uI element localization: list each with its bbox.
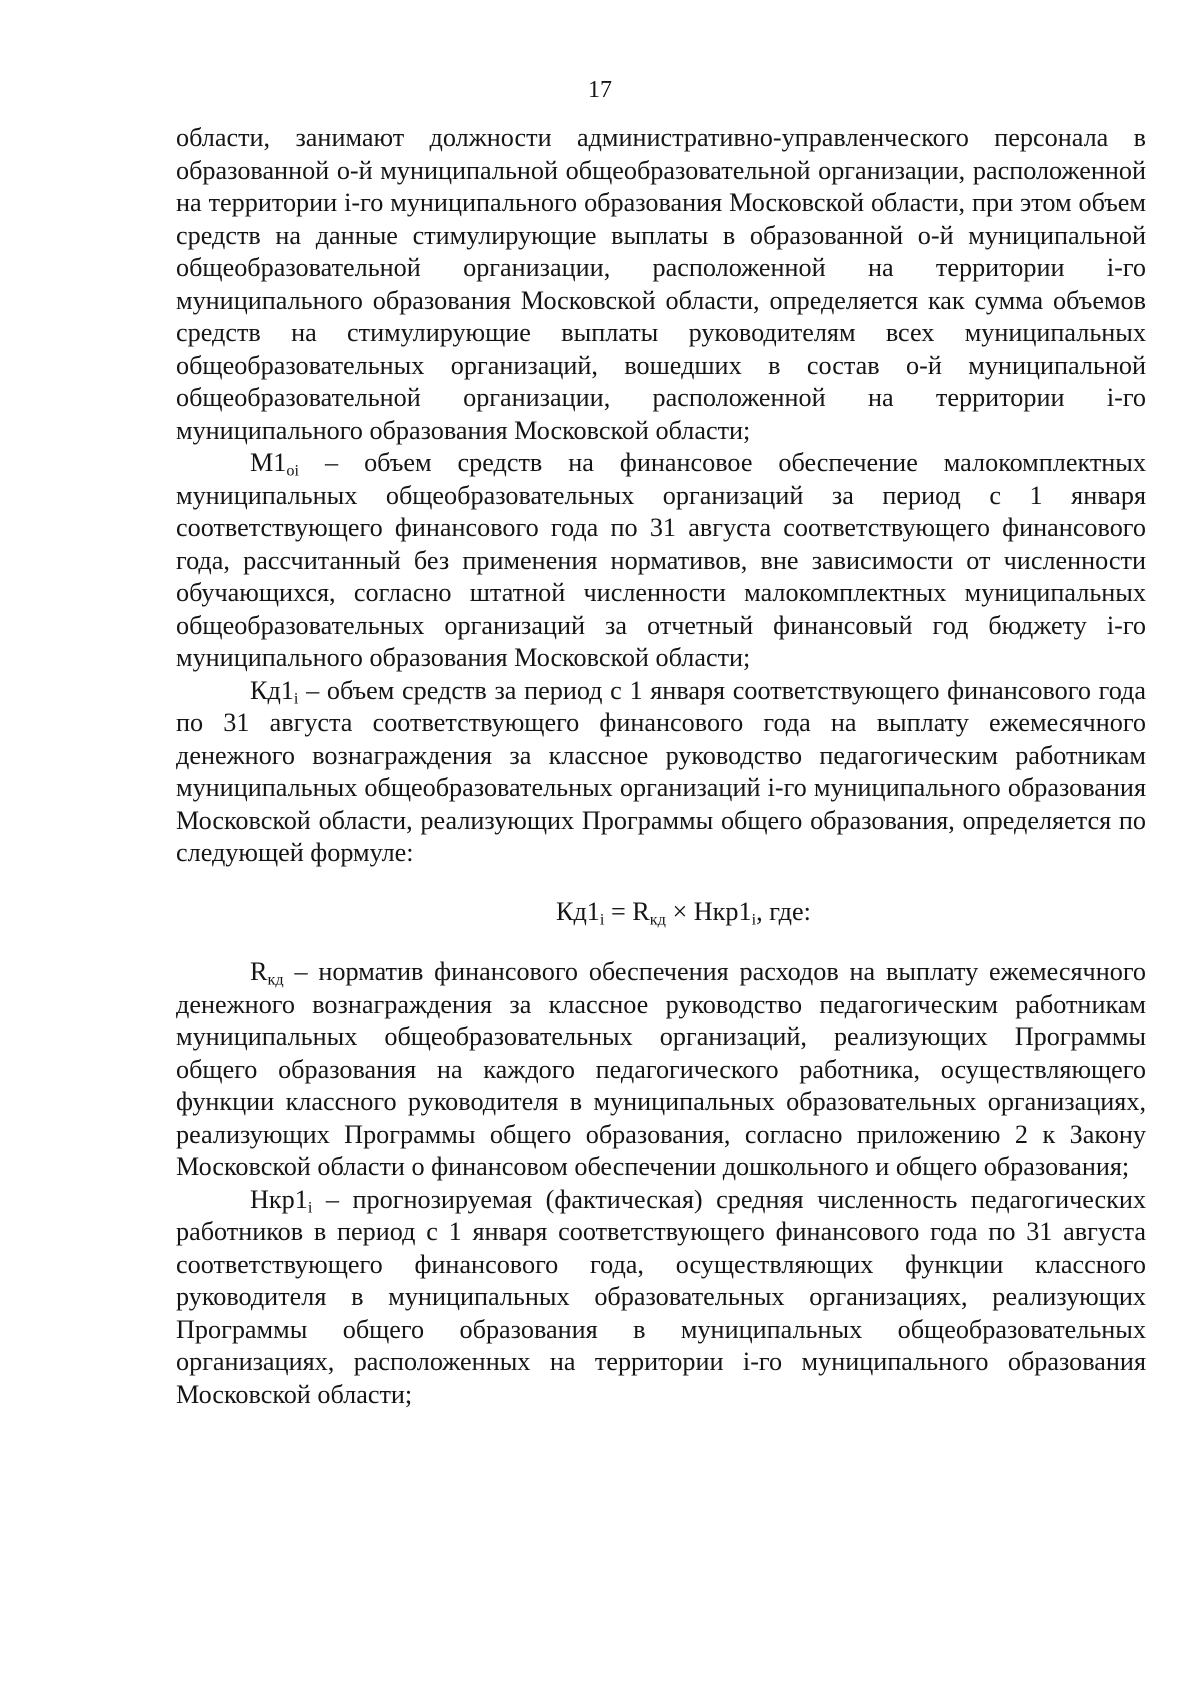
term-nkr1: Нкр1	[250, 1184, 308, 1214]
paragraph-continuation: области, занимают должности административно-управленческого персонала в образованной о-й муниципальной общеобразовательной организации, расположенной на территории i-го муниципального образования Московской области, при этом объем средств на данные стимулирующие выплаты в образованной о-й муниципальной общеобразовательной организации, расположенной на территории i-го муниципального образования Московской области, определяется как сумма объемов средств на стимулирующие выплаты руководителям всех муниципальных общеобразовательных организаций, вошедших в состав о-й муниципальной общеобразовательной организации, расположенной на территории i-го муниципального образования Московской области;	[176, 123, 1146, 445]
paragraph-m1-definition	[176, 447, 1146, 675]
formula-equals-r: = R	[604, 896, 650, 926]
formula-times-nkr1: × Нкр1	[665, 896, 752, 926]
paragraph-nkr1-definition	[176, 1184, 1146, 1412]
nkr1-definition-text: – прогнозируемая (фактическая) средняя численность педагогических работников в период с 1 января соответствующего финансового года по 31 августа соответствующего финансового года, осуществляющих функции классного руководителя в муниципальных образовательных организациях, реализующих Программы общего образования в муниципальных общеобразовательных организациях, расположенных на территории i-го муниципального образования Московской области;	[176, 1184, 1146, 1409]
term-m1: М1	[250, 448, 287, 477]
formula-tail: , где:	[756, 896, 811, 926]
term-m1-subscript: oi	[286, 461, 300, 480]
paragraph-kd1-definition	[176, 675, 1146, 870]
rkd-definition-text: – норматив финансового обеспечения расходов на выплату ежемесячного денежного вознаграждения за классное руководство педагогическим работникам муниципальных общеобразовательных организаций, реализующих Программы общего образования на каждого педагогического работника, осуществляющего функции классного руководителя в муниципальных образовательных организациях, реализующих Программы общего образования, согласно приложению 2 к Закону Московской области о финансовом обеспечении дошкольного и общего образования;	[176, 957, 1146, 1181]
page-number: 17	[588, 77, 612, 103]
document-body	[176, 122, 1146, 1411]
kd1-definition-text: – объем средств за период с 1 января соответствующего финансового года по 31 августа соответствующего финансового года на выплату ежемесячного денежного вознаграждения за классное руководство педагогическим работникам муниципальных общеобразовательных организаций i-го муниципального образования Московской области, реализующих Программы общего образования, определяется по следующей формуле:	[176, 675, 1146, 867]
term-rkd: R	[250, 957, 268, 986]
formula-lhs-subscript: i	[599, 910, 605, 929]
formula-lhs: Кд1	[556, 896, 600, 926]
paragraph-rkd-definition	[176, 956, 1146, 1184]
formula-kd1	[176, 896, 1146, 929]
formula-nkr1-subscript: i	[751, 910, 757, 929]
term-nkr1-subscript: i	[307, 1198, 313, 1217]
term-rkd-subscript: кд	[267, 970, 284, 989]
term-kd1: Кд1	[250, 675, 294, 705]
m1-definition-text: – объем средств на финансовое обеспечение малокомплектных муниципальных общеобразовательных организаций за период с 1 января соответствующего финансового года по 31 августа соответствующего финансового года, рассчитанный без применения нормативов, вне зависимости от численности обучающихся, согласно штатной численности малокомплектных муниципальных общеобразовательных организаций за отчетный финансовый год бюджету i-го муниципального образования Московской области;	[176, 448, 1146, 672]
formula-r-subscript: кд	[649, 910, 666, 929]
term-kd1-subscript: i	[293, 689, 299, 708]
